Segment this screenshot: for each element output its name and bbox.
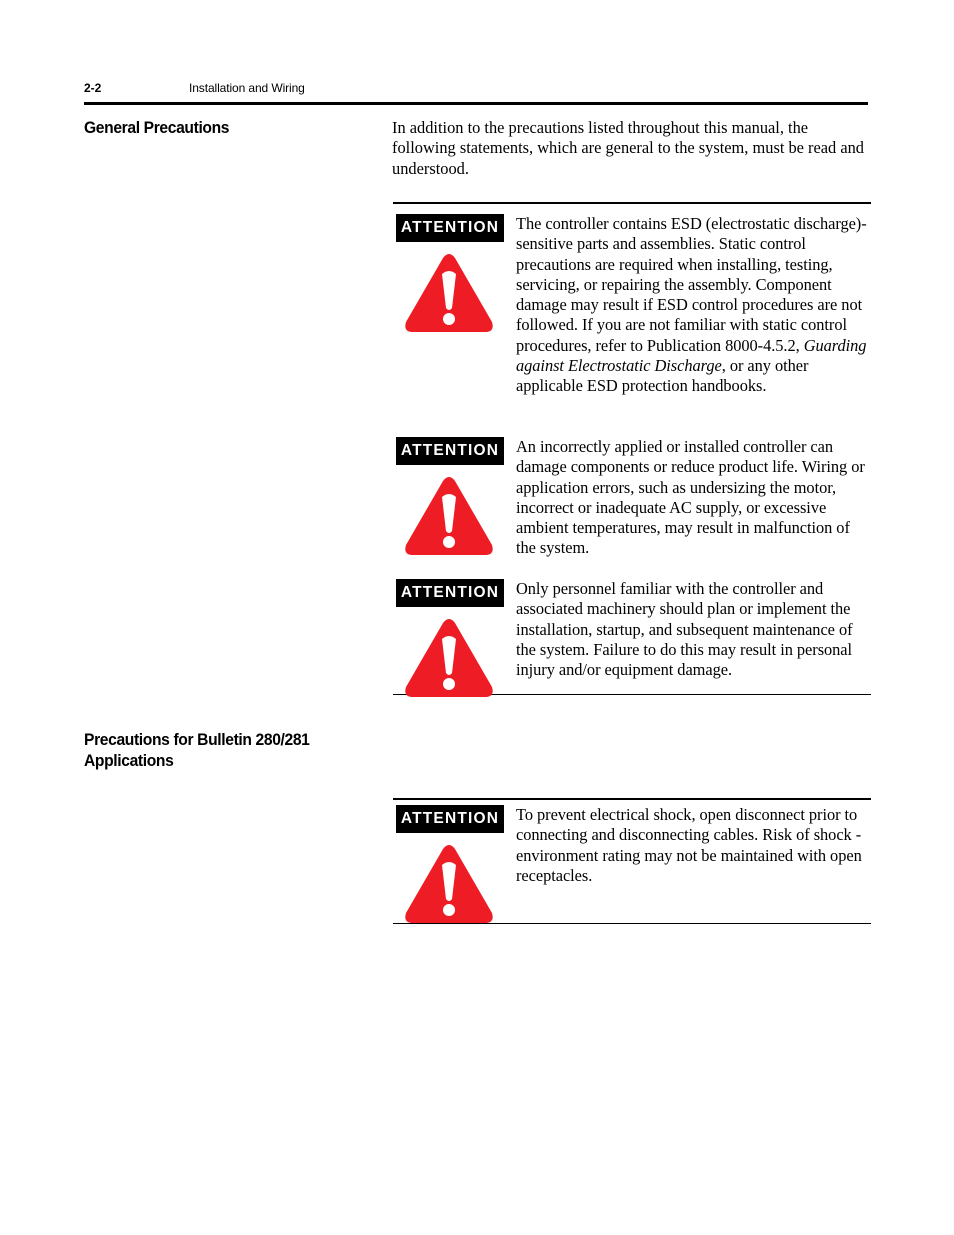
running-title: Installation and Wiring bbox=[189, 81, 305, 95]
attention-text-part: The controller contains ESD (electrostatic discharge)-sensitive parts and assemblies. Static control precautions are required when installing, testing, servicing, or repairing the assembly. Component damage may result if ESD control procedures are not followed. If you are not familiar with static control procedures, refer to Publication 8000-4.5.2, bbox=[516, 214, 867, 355]
section-heading-general-precautions: General Precautions bbox=[84, 118, 230, 137]
warning-triangle-icon bbox=[403, 843, 495, 925]
warning-triangle-icon bbox=[403, 252, 495, 334]
attention-group-bulletin bbox=[393, 798, 871, 924]
intro-paragraph: In addition to the precautions listed throughout this manual, the following statements, which are general to the system, must be read and understood. bbox=[392, 118, 865, 178]
warning-triangle-icon bbox=[403, 475, 495, 557]
attention-text: Only personnel familiar with the controller and associated machinery should plan or implement the installation, startup, and subsequent maintenance of the system. Failure to do this may result in personal injury and/or equipment damage. bbox=[516, 579, 853, 680]
attention-text: To prevent electrical shock, open disconnect prior to connecting and disconnecting cables. Risk of shock - environment rating may not be maintained with open receptacles. bbox=[516, 805, 862, 885]
attention-label: ATTENTION bbox=[396, 437, 504, 465]
header-rule bbox=[84, 102, 868, 105]
attention-group-general bbox=[393, 202, 871, 695]
attention-label: ATTENTION bbox=[396, 214, 504, 242]
section-heading-bulletin-280-281 bbox=[84, 729, 310, 771]
attention-text-part: , or any other applicable ESD protection handbooks. bbox=[516, 356, 809, 396]
attention-text: An incorrectly applied or installed controller can damage components or reduce product life. Wiring or application errors, such as undersizing the motor, incorrect or inadequate AC supply, or excessive ambient temperatures, may result in malfunction of the system. bbox=[516, 437, 865, 558]
section-heading-line: Precautions for Bulletin 280/281 bbox=[84, 730, 310, 749]
warning-triangle-icon bbox=[403, 617, 495, 699]
page-number: 2-2 bbox=[84, 81, 102, 95]
attention-text bbox=[516, 214, 868, 397]
attention-label: ATTENTION bbox=[396, 579, 504, 607]
publication-title: Guarding against Electrostatic Discharge bbox=[516, 335, 867, 376]
section-heading-line: Applications bbox=[84, 751, 174, 770]
attention-label: ATTENTION bbox=[396, 805, 504, 833]
